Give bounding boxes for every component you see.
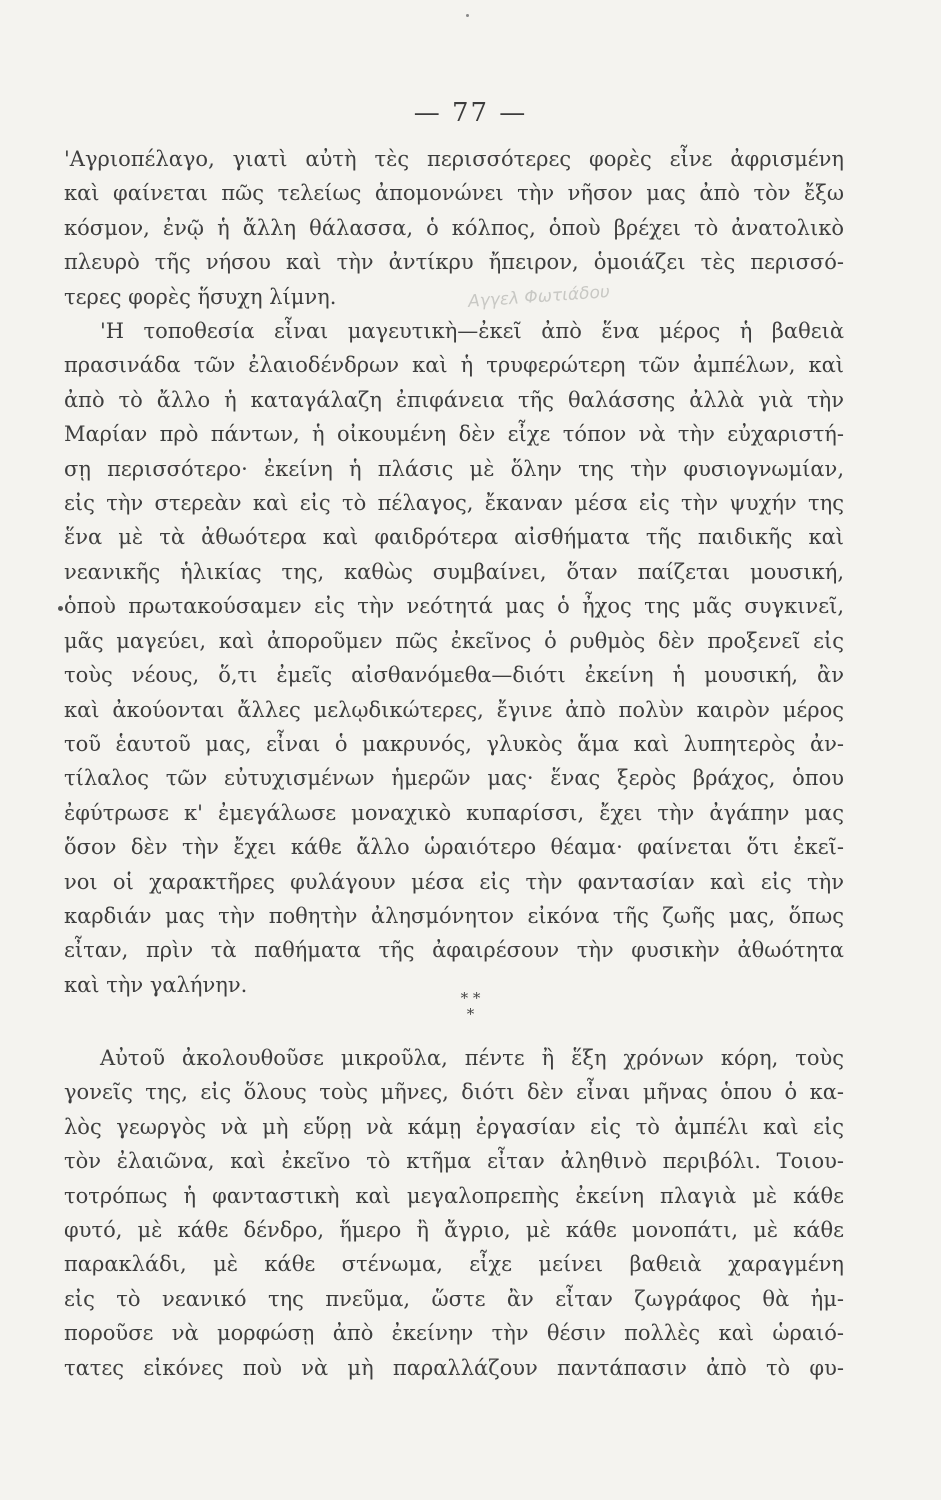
text-line: γονεῖς της, εἰς ὅλους τοὺς μῆνες, διότι δὲν εἶναι μῆνας ὁπου ὁ κα- [64, 1080, 844, 1105]
separator-star-bottom: * [466, 1005, 475, 1023]
text-line: τὸν ἐλαιῶνα, καὶ ἐκεῖνο τὸ κτῆμα εἶταν ἀληθινὸ περιβόλι. Τοιου- [64, 1149, 844, 1174]
text-line: τοτρόπως ἡ φανταστικὴ καὶ μεγαλοπρεπὴς ἐκείνη πλαγιὰ μὲ κάθε [64, 1183, 844, 1208]
ink-speck [466, 14, 469, 17]
text-line: τοὺς νέους, ὅ,τι ἐμεῖς αἰσθανόμεθα—διότι ἐκείνη ἡ μουσική, ἂν [64, 663, 844, 688]
text-line: ὅσον δὲν τὴν ἔχει κάθε ἄλλο ὡραιότερο θέαμα· φαίνεται ὅτι ἐκεῖ- [64, 835, 844, 860]
text-line: καὶ ἀκούονται ἄλλες μελῳδικώτερες, ἔγινε ἀπὸ πολὺν καιρὸν μέρος [64, 697, 844, 722]
text-line: εἶταν, πρὶν τὰ παθήματα τῆς ἀφαιρέσουν τὴν φυσικὴν ἀθωότητα [64, 938, 844, 963]
text-line: παρακλάδι, μὲ κάθε στένωμα, εἶχε μείνει βαθειὰ χαραγμένη [64, 1252, 844, 1277]
text-line: Μαρίαν πρὸ πάντων, ἡ οἰκουμένη δὲν εἶχε τόπον νὰ τὴν εὐχαριστή- [64, 422, 844, 447]
text-line: νεανικῆς ἡλικίας της, καθὼς συμβαίνει, ὅταν παίζεται μουσική, [64, 559, 844, 584]
text-line: 'Αγριοπέλαγο, γιατὶ αὐτὴ τὲς περισσότερες φορὲς εἶνε ἀφρισμένη [64, 147, 844, 171]
paragraph-1 [64, 142, 844, 1002]
paragraph-2 [64, 1041, 844, 1385]
text-line: 'Η τοποθεσία εἶναι μαγευτικὴ—ἐκεῖ ἀπὸ ἕνα μέρος ἡ βαθειὰ [100, 319, 844, 344]
text-line: καὶ τὴν γαλήνην. [64, 972, 248, 997]
text-line: εἰς τὴν στερεὰν καὶ εἰς τὸ πέλαγος, ἔκαναν μέσα εἰς τὴν ψυχήν της [64, 491, 844, 516]
text-line: καρδιάν μας τὴν ποθητὴν ἀλησμόνητον εἰκόνα τῆς ζωῆς μας, ὅπως [64, 903, 844, 928]
text-line: τερες φορὲς ἥσυχη λίμνη. [64, 284, 337, 309]
text-line: μᾶς μαγεύει, καὶ ἀποροῦμεν πῶς ἐκεῖνος ὁ ρυθμὸς δὲν προξενεῖ εἰς [64, 628, 844, 653]
text-line: ποροῦσε νὰ μορφώσῃ ἀπὸ ἐκείνην τὴν θέσιν πολλὲς καὶ ὡραιό- [64, 1321, 844, 1346]
text-line: πρασινάδα τῶν ἐλαιοδένδρων καὶ ἡ τρυφερώτερη τῶν ἀμπέλων, καὶ [64, 353, 844, 378]
text-line: ἀπὸ τὸ ἄλλο ἡ καταγάλαζη ἐπιφάνεια τῆς θαλάσσης ἀλλὰ γιὰ τὴν [64, 387, 844, 412]
text-line: τίλαλος τῶν εὐτυχισμένων ἡμερῶν μας· ἕνας ξερὸς βράχος, ὁπου [64, 766, 844, 791]
text-line: νοι οἱ χαρακτῆρες φυλάγουν μέσα εἰς τὴν φαντασίαν καὶ εἰς τὴν [64, 869, 844, 894]
text-line: φυτό, μὲ κάθε δένδρο, ἥμερο ἢ ἄγριο, μὲ κάθε μονοπάτι, μὲ κάθε [64, 1218, 844, 1243]
pencil-annotation: Αγγελ Φωτιάδου [467, 282, 611, 312]
separator-stars-top: * * [460, 989, 481, 1007]
text-line: σῃ περισσότερο· ἐκείνη ἡ πλάσις μὲ ὅλην της τὴν φυσιογνωμίαν, [64, 456, 844, 481]
text-line: καὶ φαίνεται πῶς τελείως ἀπομονώνει τὴν νῆσον μας ἀπὸ τὸν ἔξω [64, 181, 844, 206]
text-line: τοῦ ἑαυτοῦ μας, εἶναι ὁ μακρυνός, γλυκὸς ἅμα καὶ λυπητερὸς ἀν- [64, 731, 844, 756]
text-line: πλευρὸ τῆς νήσου καὶ τὴν ἀντίκρυ ἤπειρον, ὁμοιάζει τὲς περισσό- [64, 250, 844, 275]
text-line: ὁποὺ πρωτακούσαμεν εἰς τὴν νεότητά μας ὁ ἦχος της μᾶς συγκινεῖ, [64, 594, 844, 619]
text-line: λὸς γεωργὸς νὰ μὴ εὕρῃ νὰ κάμῃ ἐργασίαν εἰς τὸ ἀμπέλι καὶ εἰς [64, 1114, 844, 1139]
text-line: κόσμον, ἐνῷ ἡ ἄλλη θάλασσα, ὁ κόλπος, ὁποὺ βρέχει τὸ ἀνατολικὸ [64, 215, 844, 240]
text-line: ἕνα μὲ τὰ ἀθωότερα καὶ φαιδρότερα αἰσθήματα τῆς παιδικῆς καὶ [64, 525, 844, 550]
text-line: εἰς τὸ νεανικό της πνεῦμα, ὥστε ἂν εἶταν ζωγράφος θὰ ἠμ- [64, 1286, 844, 1311]
section-separator [0, 990, 941, 1022]
text-line: ἐφύτρωσε κ' ἐμεγάλωσε μοναχικὸ κυπαρίσσι, ἔχει τὴν ἀγάπην μας [64, 800, 844, 825]
text-line: τατες εἰκόνες ποὺ νὰ μὴ παραλλάζουν παντάπασιν ἀπὸ τὸ φυ- [64, 1355, 844, 1380]
margin-ink-dot [58, 606, 63, 611]
text-line: Αὐτοῦ ἀκολουθοῦσε μικροῦλα, πέντε ἢ ἕξη χρόνων κόρη, τοὺς [100, 1046, 844, 1070]
page-number: — 77 — [413, 98, 528, 128]
